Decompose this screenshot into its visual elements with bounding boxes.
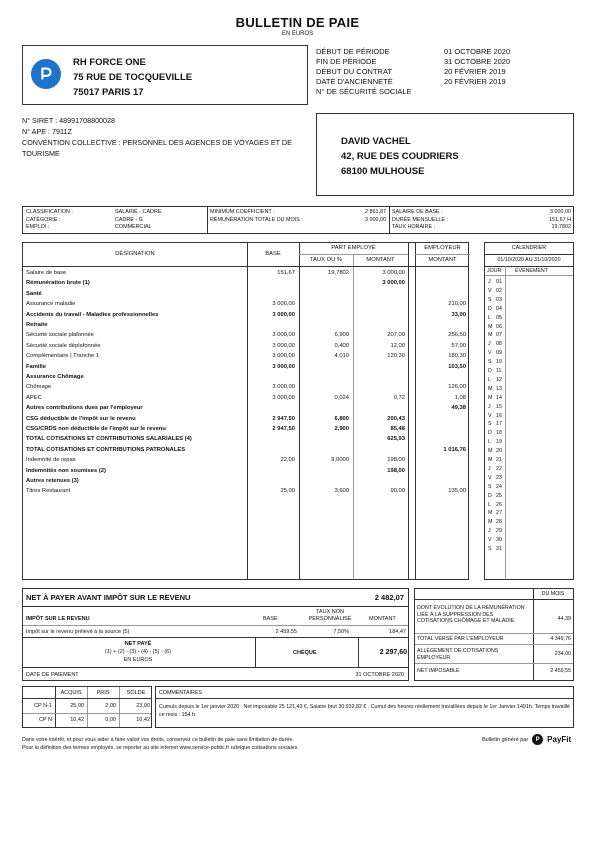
- calendar-day: [488, 439, 508, 445]
- calendar-day-letter: J: [488, 465, 491, 472]
- calendar-day-number: 17: [496, 421, 502, 428]
- calendar-day: [488, 306, 508, 312]
- row-employeur: 256,50: [448, 332, 466, 339]
- info-value: 151,67 H: [549, 216, 571, 223]
- summary-value: 44,39: [557, 616, 571, 622]
- row-designation: Titres Restaurant: [26, 488, 71, 495]
- tax-rate: 7,50%: [333, 629, 349, 635]
- leave-row-label: CP N-1: [34, 703, 52, 709]
- calendar-day-number: 30: [496, 537, 502, 544]
- row-designation: Complémentaire | Tranche 1: [26, 353, 100, 360]
- calendar-day-letter: M: [488, 385, 493, 392]
- info-value: 3 000,00: [365, 216, 386, 223]
- table-row: [23, 426, 470, 436]
- calendar-day-number: 23: [496, 474, 502, 481]
- row-designation: Indemnités non soumises (2): [26, 467, 106, 474]
- calendar-day-number: 16: [496, 412, 502, 419]
- calendar-day: [488, 430, 508, 436]
- calendar-day-letter: V: [488, 537, 492, 544]
- row-employeur: 135,00: [448, 488, 466, 495]
- row-montant: 207,00: [387, 332, 405, 339]
- row-designation: Accidents du travail - Maladies professionnelles: [26, 311, 159, 318]
- row-designation: Santé: [26, 290, 42, 297]
- calendar-day: [488, 404, 508, 410]
- calendar-day-letter: L: [488, 314, 491, 321]
- row-base: 151,67: [277, 270, 295, 276]
- leave-box: [22, 686, 152, 728]
- tax-base-label: BASE: [263, 616, 278, 622]
- table-row: [23, 395, 470, 405]
- generated-by-label: Bulletin généré par: [482, 736, 529, 743]
- row-designation: TOTAL COTISATIONS ET CONTRIBUTIONS SALARIALES (4): [26, 436, 192, 443]
- table-row: [23, 436, 470, 446]
- row-montant: 200,43: [387, 415, 405, 422]
- employer-box: [22, 45, 308, 105]
- net-box: [22, 588, 409, 681]
- table-row: [23, 468, 470, 478]
- footer-notes: [22, 736, 299, 752]
- calendar: [484, 242, 574, 580]
- pay-date-label: DATE DE PAIEMENT: [26, 672, 79, 678]
- tax-base: 2 459,55: [275, 629, 297, 635]
- row-montant: 90,00: [390, 488, 405, 495]
- row-base: 3 000,00: [272, 353, 295, 360]
- calendar-day-number: 15: [496, 403, 502, 410]
- table-row: [23, 291, 470, 301]
- row-base: 3 000,00: [272, 342, 295, 349]
- period-label: N° DE SÉCURITÉ SOCIALE: [316, 87, 412, 96]
- row-montant: 3 000,00: [382, 270, 405, 276]
- info-label: RÉMUNÉRATION TOTALE DU MOIS :: [210, 216, 303, 223]
- employee-city: 68100 MULHOUSE: [341, 166, 425, 177]
- calendar-day: [488, 448, 508, 454]
- row-taux: 2,900: [334, 426, 349, 432]
- info-label: SALAIRE DE BASE :: [392, 209, 443, 215]
- siret: N° SIRET : 48991708800028: [22, 116, 116, 125]
- row-designation: Assurance maladie: [26, 301, 76, 308]
- calendar-day: [488, 528, 508, 534]
- calendar-col-event: ÉVÉNEMENT: [515, 268, 548, 274]
- calendar-day-letter: V: [488, 287, 492, 294]
- leave-value: 10,42: [136, 717, 150, 723]
- summary-label: ALLÈGEMENT DE COTISATIONS EMPLOYEUR: [417, 648, 499, 661]
- comments-title: COMMENTAIRES: [159, 690, 202, 696]
- calendar-day: [488, 484, 508, 490]
- table-row: [23, 478, 470, 488]
- period-label: DÉBUT DE PÉRIODE: [316, 47, 390, 56]
- calendar-day-number: 09: [496, 350, 502, 357]
- calendar-day-letter: M: [488, 457, 493, 463]
- row-montant: 198,00: [387, 467, 405, 474]
- table-row: [23, 416, 470, 426]
- summary-box: [414, 588, 574, 681]
- row-employeur: 1 016,76: [443, 446, 466, 453]
- calendar-day: [488, 279, 508, 285]
- payfit-brand: PayFit: [547, 735, 572, 744]
- payfit-credit: [482, 734, 571, 745]
- calendar-day: [488, 288, 508, 294]
- calendar-day-letter: J: [488, 528, 491, 535]
- calendar-day-number: 22: [496, 465, 502, 472]
- summary-value: 4 349,76: [550, 636, 571, 642]
- row-base: 3 000,00: [272, 311, 295, 318]
- calendar-day-letter: S: [488, 421, 492, 428]
- info-value: SALARIÉ - CADRE: [115, 209, 162, 215]
- calendar-day: [488, 324, 508, 330]
- row-montant: 12,00: [390, 342, 405, 349]
- calendar-day-letter: L: [488, 376, 491, 383]
- row-base: 3 000,00: [272, 363, 295, 370]
- leave-row-label: CP N: [38, 717, 52, 723]
- calendar-day-number: 11: [496, 368, 502, 374]
- calendar-day-number: 25: [496, 492, 502, 499]
- leave-header: ACQUIS: [60, 690, 82, 696]
- row-designation: Assurance Chômage: [26, 374, 84, 380]
- employer-street: 75 RUE DE TOCQUEVILLE: [73, 72, 193, 83]
- info-label: TAUX HORAIRE :: [392, 224, 436, 231]
- calendar-title: CALENDRIER: [511, 245, 547, 251]
- calendar-day-number: 04: [496, 305, 502, 312]
- calendar-day-number: 07: [496, 332, 502, 339]
- calendar-day-letter: S: [488, 296, 492, 303]
- row-employeur: 1,08: [454, 394, 466, 401]
- leave-header: PRIS: [96, 690, 110, 696]
- row-designation: APEC: [26, 394, 42, 401]
- calendar-day: [488, 519, 508, 525]
- calendar-day-letter: S: [488, 359, 492, 366]
- row-designation: CSG/CRDS non déductible de l'impôt sur le revenu: [26, 426, 166, 432]
- tax-label: IMPÔT SUR LE REVENU: [26, 616, 90, 622]
- calendar-day-letter: D: [488, 430, 492, 437]
- table-row: [23, 343, 470, 353]
- document-subtitle: EN EUROS: [281, 31, 314, 37]
- row-employeur: 103,50: [448, 363, 466, 370]
- period-value: 20 FÉVRIER 2019: [444, 77, 506, 86]
- row-designation: Chômage: [26, 384, 52, 391]
- calendar-day-number: 27: [496, 510, 502, 517]
- leave-header: SOLDE: [126, 690, 146, 696]
- calendar-day-number: 06: [496, 323, 502, 330]
- col-header-part-employe: PART EMPLOYÉ: [331, 245, 376, 251]
- row-designation: TOTAL COTISATIONS ET CONTRIBUTIONS PATRONALES: [26, 446, 186, 453]
- calendar-day: [488, 395, 508, 401]
- row-designation: Retraite: [26, 322, 48, 328]
- row-taux: 9,0000: [331, 457, 349, 464]
- row-taux: 6,900: [334, 332, 349, 339]
- net-amount: 2 482,07: [374, 593, 404, 602]
- info-label: EMPLOI :: [26, 224, 50, 231]
- company-info: [22, 115, 292, 159]
- row-designation: Indemnité de repas: [26, 457, 76, 464]
- calendar-day: [488, 466, 508, 472]
- tax-montant-label: MONTANT: [369, 616, 396, 622]
- calendar-day-letter: J: [488, 403, 491, 410]
- row-taux: 3,600: [334, 488, 349, 495]
- col-header-montant-employeur: MONTANT: [428, 257, 457, 263]
- footer-line: Dans votre intérêt, et pour vous aider à faire valoir vos droits, conservez ce bulletin de paie sans limitation de durée.: [22, 737, 294, 743]
- calendar-day: [488, 493, 508, 499]
- calendar-day-number: 14: [496, 394, 502, 401]
- pay-date: 31 OCTOBRE 2020: [355, 672, 404, 678]
- employee-box: [316, 113, 574, 196]
- calendar-day-letter: M: [488, 394, 493, 401]
- calendar-day-letter: J: [488, 341, 491, 348]
- period-label: DÉBUT DU CONTRAT: [316, 67, 392, 76]
- tax-row-label: Impôt sur le revenu prélevé à la source (5): [26, 629, 130, 635]
- row-base: 25,00: [280, 488, 295, 495]
- calendar-day: [488, 332, 508, 338]
- row-designation: Sécurité sociale plafonnée: [26, 332, 94, 339]
- row-employeur: 126,00: [448, 384, 466, 391]
- calendar-col-day: JOUR: [487, 268, 502, 274]
- calendar-day-letter: V: [488, 350, 492, 357]
- leave-value: 2,00: [105, 703, 116, 709]
- employee-street: 42, RUE DES COUDRIERS: [341, 151, 459, 162]
- period-info: [316, 47, 510, 97]
- calendar-day-number: 21: [496, 457, 502, 463]
- net-paid-amount: 2 297,60: [379, 649, 407, 656]
- row-taux: 0,400: [334, 342, 349, 349]
- row-employeur: 33,00: [451, 311, 466, 318]
- calendar-day: [488, 297, 508, 303]
- comments-text: Cumuls depuis le 1er janvier 2020 : Net imposable 25 121,43 €, Salaire brut 30 932,82 € . Cumul des heures réellement travaillées depuis le 1er Janvier 1491h. Temps travaillé ce mois : 154 h.: [159, 704, 570, 718]
- table-row: [23, 384, 470, 394]
- calendar-day: [488, 510, 508, 516]
- convention: CONVENTION COLLECTIVE : PERSONNEL DES AGENCES DE VOYAGES ET DE TOURISME: [22, 138, 292, 158]
- period-label: DATE D'ANCIENNETÉ: [316, 77, 393, 86]
- row-base: 2 947,50: [272, 415, 295, 422]
- leave-value: 23,00: [136, 703, 150, 709]
- row-designation: Sécurité sociale déplafonnée: [26, 342, 101, 349]
- row-employeur: 210,00: [448, 301, 466, 308]
- info-label: CATÉGORIE :: [26, 216, 61, 223]
- row-taux: 4,010: [334, 353, 349, 360]
- calendar-day-letter: V: [488, 412, 492, 419]
- calendar-day-number: 13: [496, 385, 502, 392]
- row-montant: 198,00: [387, 457, 405, 464]
- calendar-day-number: 31: [496, 546, 502, 552]
- table-row: [23, 301, 470, 311]
- col-header-employeur: EMPLOYEUR: [424, 245, 461, 251]
- leave-value: 0,00: [105, 717, 116, 723]
- row-montant: 3 000,00: [382, 280, 405, 287]
- tax-rate-label: TAUX NON PERSONNALISÉ: [308, 609, 352, 622]
- calendar-day-letter: M: [488, 448, 493, 455]
- calendar-day: [488, 457, 508, 463]
- row-montant: 0,72: [393, 394, 405, 401]
- info-value: COMMERCIAL: [115, 224, 152, 231]
- row-taux: 6,800: [334, 415, 349, 422]
- info-value: CADRE - G: [115, 216, 143, 223]
- row-base: 22,00: [280, 457, 295, 464]
- row-designation: Rémunération brute (1): [26, 280, 90, 287]
- calendar-day-number: 24: [496, 483, 502, 490]
- calendar-day: [488, 537, 508, 543]
- table-row: [23, 364, 470, 374]
- calendar-day-number: 08: [496, 341, 502, 348]
- period-label: FIN DE PÉRIODE: [316, 57, 377, 66]
- leave-value: 10,42: [70, 717, 84, 723]
- table-row: [23, 312, 470, 322]
- calendar-day-letter: S: [488, 483, 492, 490]
- table-row: [23, 405, 470, 415]
- row-designation: Famille: [26, 363, 46, 370]
- calendar-day: [488, 475, 508, 481]
- row-designation: Salaire de base: [26, 270, 67, 276]
- row-designation: Autres contributions dues par l'employeur: [26, 405, 143, 412]
- row-base: 3 000,00: [272, 301, 295, 308]
- info-label: CLASSIFICATION :: [26, 209, 73, 215]
- calendar-day-number: 05: [496, 314, 502, 321]
- row-montant: 625,93: [387, 436, 405, 443]
- calendar-day: [488, 359, 508, 365]
- row-base: 2 947,50: [272, 426, 295, 432]
- calendar-range: 01/10/2020 AU 31/10/2020: [497, 257, 561, 263]
- table-row: [23, 353, 470, 363]
- info-label: MINIMUM COEFFICIENT :: [210, 209, 275, 215]
- col-header-base: BASE: [265, 251, 281, 257]
- calendar-day-letter: V: [488, 474, 492, 481]
- table-row: [23, 322, 470, 332]
- table-row: [23, 447, 470, 457]
- table-row: [23, 280, 470, 290]
- calendar-day-number: 18: [496, 430, 502, 437]
- row-employeur: 49,38: [451, 405, 466, 412]
- payroll-table: [22, 242, 469, 580]
- row-taux: 19,7802: [328, 270, 349, 276]
- summary-value: 2 459,55: [550, 668, 571, 674]
- tax-amount: 184,47: [389, 629, 406, 635]
- table-row: [23, 374, 470, 384]
- calendar-day-letter: L: [488, 439, 491, 446]
- summary-label: DONT ÉVOLUTION DE LA RÉMUNÉRATION LIÉE À LA SUPPRESSION DES COTISATIONS CHÔMAGE ET MALADIE: [417, 605, 525, 624]
- net-paid-unit: EN EUROS: [123, 657, 153, 663]
- calendar-day: [488, 315, 508, 321]
- row-base: 3 000,00: [272, 332, 295, 339]
- row-base: 3 000,00: [272, 384, 295, 391]
- calendar-day-letter: S: [488, 546, 492, 552]
- period-value: 01 OCTOBRE 2020: [444, 47, 511, 56]
- ape: N° APE : 7911Z: [22, 127, 72, 136]
- calendar-day-number: 10: [496, 359, 502, 366]
- footer-line: Pour la définition des termes employés, se reporter au site internet www.service-public.fr rubrique cotisations sociales.: [22, 745, 299, 751]
- col-header-montant: MONTANT: [366, 257, 395, 263]
- summary-label: TOTAL VERSÉ PAR L'EMPLOYEUR: [417, 636, 504, 642]
- calendar-day-number: 29: [496, 528, 502, 535]
- period-value: 31 OCTOBRE 2020: [444, 57, 511, 66]
- document-title: BULLETIN DE PAIE: [235, 15, 360, 30]
- calendar-day-letter: M: [488, 519, 493, 526]
- info-value: 19,7802: [551, 224, 571, 231]
- calendar-day-letter: D: [488, 492, 492, 499]
- payment-method: CHÈQUE: [293, 650, 317, 656]
- calendar-day-number: 28: [496, 519, 502, 526]
- info-value: 3 000,00: [550, 209, 571, 215]
- calendar-day-letter: J: [488, 279, 491, 285]
- calendar-day: [488, 413, 508, 419]
- employment-info: [22, 206, 574, 234]
- row-employeur: 180,30: [448, 353, 466, 360]
- summary-header: DU MOIS: [541, 591, 565, 597]
- net-paid-label: NET PAYÉ: [124, 641, 152, 647]
- calendar-day-letter: M: [488, 332, 493, 339]
- net-title: NET À PAYER AVANT IMPÔT SUR LE REVENU: [26, 593, 191, 602]
- row-base: 3 000,00: [272, 394, 295, 401]
- row-montant: 85,48: [390, 426, 405, 432]
- calendar-day-number: 03: [496, 296, 502, 303]
- calendar-day: [488, 341, 508, 347]
- calendar-day-number: 20: [496, 448, 502, 455]
- calendar-day: [488, 350, 508, 356]
- period-value: 20 FÉVRIER 2019: [444, 67, 506, 76]
- employee-name: DAVID VACHEL: [341, 136, 411, 147]
- summary-value: 234,00: [554, 651, 571, 657]
- calendar-day: [488, 386, 508, 392]
- calendar-day: [488, 421, 508, 427]
- calendar-day-letter: D: [488, 305, 492, 312]
- leave-value: 25,00: [70, 703, 84, 709]
- calendar-day-letter: M: [488, 323, 493, 330]
- comments-box: [155, 686, 574, 728]
- calendar-day-letter: M: [488, 510, 493, 517]
- info-label: DURÉE MENSUELLE :: [392, 216, 449, 223]
- table-row: [23, 488, 470, 498]
- calendar-day-number: 12: [496, 376, 502, 383]
- table-row: [23, 270, 470, 280]
- payfit-logo-icon: P: [532, 734, 543, 745]
- calendar-day: [488, 546, 508, 552]
- col-header-taux: TAUX OU %: [309, 257, 343, 263]
- row-taux: 0,024: [334, 394, 349, 401]
- info-value: 2 861,87: [365, 209, 386, 215]
- row-employeur: 57,00: [451, 342, 466, 349]
- p-logo-icon: [31, 59, 61, 89]
- calendar-day-letter: L: [488, 501, 491, 508]
- row-designation: Autres retenues (3): [26, 478, 79, 484]
- calendar-day-number: 01: [496, 279, 502, 285]
- calendar-day: [488, 502, 508, 508]
- table-row: [23, 457, 470, 467]
- calendar-day-letter: D: [488, 368, 492, 374]
- calendar-day: [488, 368, 508, 374]
- table-row: [23, 332, 470, 342]
- calendar-day-number: 26: [496, 501, 502, 508]
- net-paid-formula: (1) + (2) - (3) - (4) - (5) - (6): [104, 649, 172, 655]
- calendar-day-number: 02: [496, 287, 502, 294]
- employer-name: RH FORCE ONE: [73, 57, 146, 68]
- employer-city: 75017 PARIS 17: [73, 87, 144, 98]
- calendar-day-number: 19: [496, 439, 502, 446]
- summary-label: NET IMPOSABLE: [417, 668, 460, 674]
- row-montant: 120,30: [387, 353, 405, 360]
- row-designation: CSG déductible de l'impôt sur le revenu: [26, 415, 136, 422]
- calendar-day: [488, 377, 508, 383]
- col-header-designation: DÉSIGNATION: [115, 251, 155, 257]
